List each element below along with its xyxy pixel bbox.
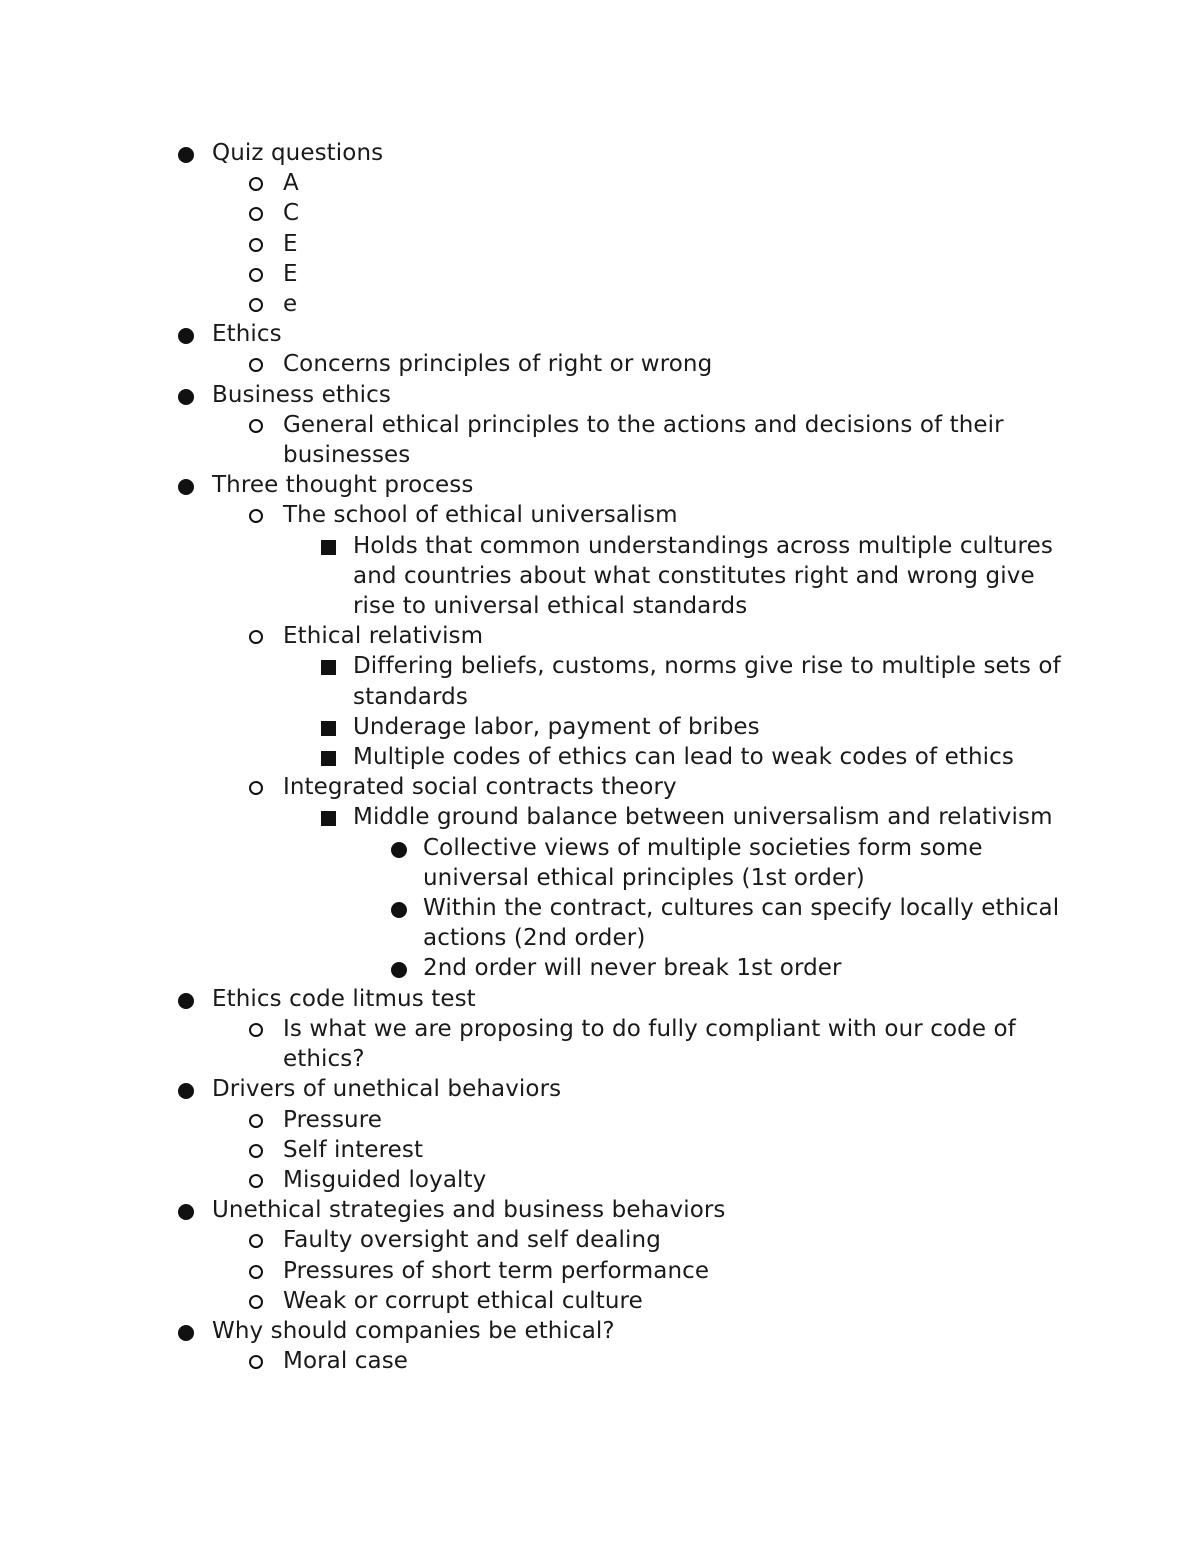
outline-item-text: Three thought process xyxy=(212,472,474,499)
outline-item-text: Moral case xyxy=(283,1348,409,1375)
hollow-circle-bullet-icon xyxy=(249,1234,263,1248)
outline-item-text: Misguided loyalty xyxy=(283,1166,487,1193)
hollow-circle-bullet-icon xyxy=(249,1174,263,1188)
outline-item-level-1 xyxy=(0,470,1072,500)
outline-item-level-2 xyxy=(0,1165,1073,1195)
outline-item-text: General ethical principles to the actions and decisions of their businesses xyxy=(283,411,1004,469)
outline-item-text: Middle ground balance between universalism and relativism xyxy=(353,804,1053,831)
outline-item-level-2 xyxy=(0,772,1073,802)
hollow-circle-bullet-icon xyxy=(249,358,263,372)
outline-item-level-2 xyxy=(0,1135,1073,1165)
outline-item-text: Pressures of short term performance xyxy=(283,1257,710,1284)
outline-item-level-1 xyxy=(0,1074,1072,1104)
outline-item-text: Collective views of multiple societies form some universal ethical principles (1st order) xyxy=(423,834,983,891)
outline-item-level-1 xyxy=(0,1316,1072,1346)
outline-item-text: Ethics code litmus test xyxy=(212,985,476,1012)
hollow-circle-bullet-icon xyxy=(249,268,263,282)
filled-square-bullet-icon xyxy=(321,721,336,736)
outline-item-text: Pressure xyxy=(283,1106,383,1133)
outline-item-level-2 xyxy=(0,410,1073,470)
outline-item-text: The school of ethical universalism xyxy=(283,502,678,529)
hollow-circle-bullet-icon xyxy=(249,207,263,221)
outline-item-level-2 xyxy=(0,1105,1073,1135)
outline-item-level-4 xyxy=(0,893,1073,953)
outline-item-level-2 xyxy=(0,198,1073,228)
filled-circle-bullet-icon xyxy=(178,993,194,1009)
hollow-circle-bullet-icon xyxy=(249,177,263,191)
outline-item-text: E xyxy=(283,230,298,257)
filled-circle-bullet-icon xyxy=(178,479,194,495)
hollow-circle-bullet-icon xyxy=(249,1265,263,1279)
outline-item-text: Is what we are proposing to do fully compliant with our code of ethics? xyxy=(283,1015,1016,1073)
outline-item-level-3 xyxy=(0,802,1073,832)
hollow-circle-bullet-icon xyxy=(249,238,263,252)
filled-circle-bullet-icon xyxy=(178,389,194,405)
outline-item-level-4 xyxy=(0,833,1073,893)
hollow-circle-bullet-icon xyxy=(249,509,263,523)
outline-item-level-1 xyxy=(0,1195,1072,1225)
outline-item-level-1 xyxy=(0,138,1072,168)
outline-item-text: Within the contract, cultures can specify locally ethical actions (2nd order) xyxy=(423,895,1060,952)
outline-item-text: Integrated social contracts theory xyxy=(283,774,677,801)
outline-item-text: A xyxy=(283,170,299,197)
filled-circle-bullet-icon xyxy=(178,328,194,344)
outline-item-level-2 xyxy=(0,168,1073,198)
outline-item-text: Ethics xyxy=(212,321,282,348)
outline-item-level-1 xyxy=(0,319,1072,349)
outline-item-text: Quiz questions xyxy=(212,140,384,166)
hollow-circle-bullet-icon xyxy=(249,419,263,433)
outline-item-level-2 xyxy=(0,289,1073,319)
outline-item-level-2 xyxy=(0,229,1073,259)
outline-item-text: Holds that common understandings across multiple cultures and countries about what constitutes right and wrong give rise to universal ethical standards xyxy=(353,532,1053,620)
outline-item-text: Concerns principles of right or wrong xyxy=(283,351,713,378)
hollow-circle-bullet-icon xyxy=(249,781,263,795)
outline-item-level-3 xyxy=(0,651,1073,711)
outline-item-level-4 xyxy=(0,953,1073,983)
filled-square-bullet-icon xyxy=(321,540,336,555)
filled-square-bullet-icon xyxy=(321,811,336,826)
outline-item-text: Drivers of unethical behaviors xyxy=(212,1076,562,1103)
outline-item-text: Unethical strategies and business behaviors xyxy=(212,1197,726,1224)
filled-circle-bullet-icon xyxy=(178,147,194,163)
hollow-circle-bullet-icon xyxy=(249,630,263,644)
outline-item-text: Underage labor, payment of bribes xyxy=(353,713,760,740)
outline-item-level-2 xyxy=(0,1346,1073,1376)
outline-item-text: Multiple codes of ethics can lead to weak codes of ethics xyxy=(353,744,1014,771)
filled-circle-bullet-icon xyxy=(391,842,407,858)
bullet-outline xyxy=(0,138,1200,1376)
hollow-circle-bullet-icon xyxy=(249,1114,263,1128)
hollow-circle-bullet-icon xyxy=(249,298,263,312)
outline-item-text: Faulty oversight and self dealing xyxy=(283,1227,661,1254)
outline-item-text: C xyxy=(283,200,300,227)
outline-item-level-2 xyxy=(0,1225,1073,1255)
outline-item-level-1 xyxy=(0,380,1072,410)
outline-item-text: Why should companies be ethical? xyxy=(212,1317,615,1344)
filled-circle-bullet-icon xyxy=(391,962,407,978)
filled-square-bullet-icon xyxy=(321,660,336,675)
outline-item-text: 2nd order will never break 1st order xyxy=(423,955,842,982)
outline-item-text: Self interest xyxy=(283,1136,424,1163)
outline-item-text: e xyxy=(283,291,298,318)
hollow-circle-bullet-icon xyxy=(249,1355,263,1369)
outline-item-level-3 xyxy=(0,531,1073,622)
outline-item-level-1 xyxy=(0,984,1072,1014)
outline-item-level-2 xyxy=(0,259,1073,289)
hollow-circle-bullet-icon xyxy=(249,1295,263,1309)
outline-item-level-2 xyxy=(0,1286,1073,1316)
outline-item-text: Ethical relativism xyxy=(283,623,484,650)
outline-item-level-3 xyxy=(0,712,1073,742)
filled-square-bullet-icon xyxy=(321,751,336,766)
outline-item-text: E xyxy=(283,260,298,287)
outline-item-level-2 xyxy=(0,500,1073,530)
outline-item-level-2 xyxy=(0,1014,1073,1074)
document-page xyxy=(0,138,1200,1376)
outline-item-text: Weak or corrupt ethical culture xyxy=(283,1287,643,1314)
hollow-circle-bullet-icon xyxy=(249,1144,263,1158)
outline-item-level-2 xyxy=(0,349,1073,379)
filled-circle-bullet-icon xyxy=(178,1083,194,1099)
hollow-circle-bullet-icon xyxy=(249,1023,263,1037)
outline-item-text: Business ethics xyxy=(212,381,391,408)
filled-circle-bullet-icon xyxy=(178,1204,194,1220)
outline-item-text: Differing beliefs, customs, norms give rise to multiple sets of standards xyxy=(353,653,1061,710)
filled-circle-bullet-icon xyxy=(391,902,407,918)
outline-item-level-3 xyxy=(0,742,1073,772)
outline-item-level-2 xyxy=(0,621,1073,651)
filled-circle-bullet-icon xyxy=(178,1325,194,1341)
outline-item-level-2 xyxy=(0,1256,1073,1286)
